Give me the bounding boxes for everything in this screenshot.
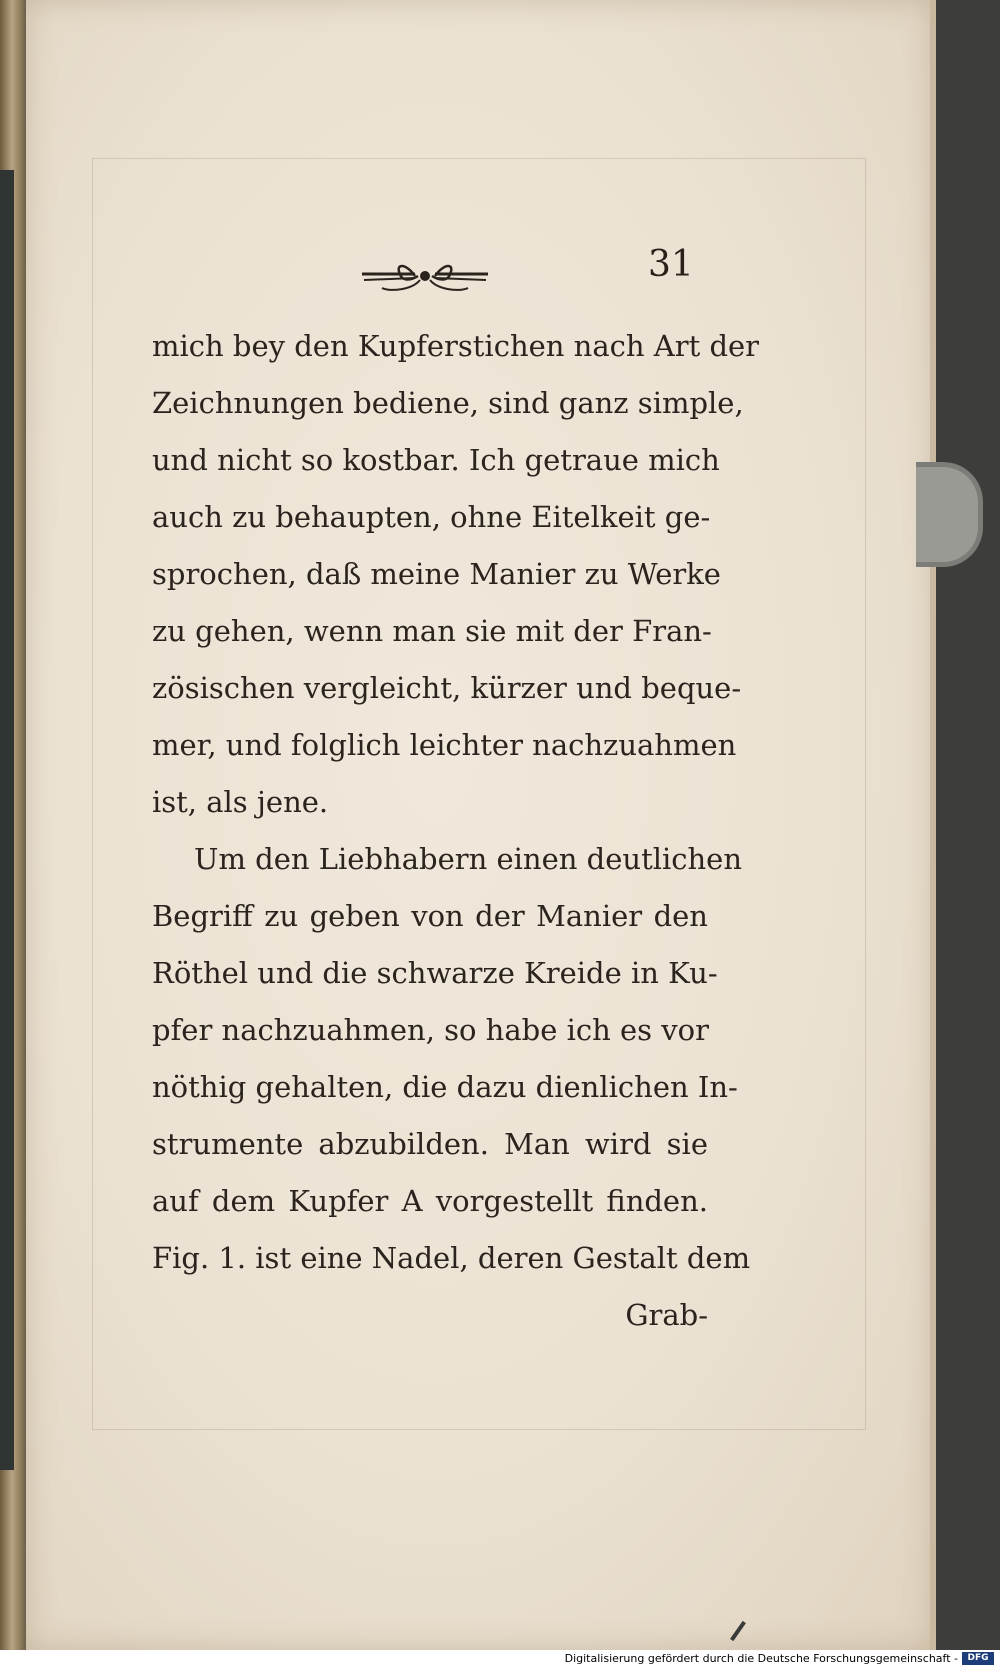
- text-line-paragraph-end: ist, als jene.: [152, 785, 329, 819]
- text-line: mich bey den Kupferstichen nach Art der: [152, 329, 760, 363]
- background-right: [936, 0, 1000, 1650]
- footer-credit: Digitalisierung gefördert durch die Deutsche Forschungsgemeinschaft -: [564, 1652, 958, 1665]
- text-line: auch zu behaupten, ohne Eitelkeit ge-: [152, 500, 711, 534]
- catchword: Grab-: [625, 1298, 708, 1332]
- text-line: Zeichnungen bediene, sind ganz simple,: [152, 386, 744, 420]
- ribbon-bow-ornament-icon: [360, 254, 490, 298]
- book-clasp-icon: [916, 462, 983, 567]
- digitization-footer: [0, 1650, 1000, 1668]
- page-number: 31: [648, 244, 694, 285]
- text-line: zu gehen, wenn man sie mit der Fran-: [152, 614, 712, 648]
- text-line: Begriff zu geben von der Manier den: [152, 899, 708, 933]
- text-line: mer, und folglich leichter nachzuahmen: [152, 728, 737, 762]
- body-text: [152, 318, 760, 1344]
- text-line: sprochen, daß meine Manier zu Werke: [152, 557, 721, 591]
- text-line: pfer nachzuahmen, so habe ich es vor: [152, 1013, 709, 1047]
- text-line: strumente abzubilden. Man wird sie: [152, 1127, 708, 1161]
- text-line-paragraph-start: Um den Liebhabern einen deutlichen: [194, 842, 743, 876]
- text-line: Fig. 1. ist eine Nadel, deren Gestalt dem: [152, 1241, 751, 1275]
- text-line: Röthel und die schwarze Kreide in Ku-: [152, 956, 718, 990]
- text-line: zösischen vergleicht, kürzer und beque-: [152, 671, 742, 705]
- binding-shadow: [0, 170, 14, 1470]
- text-line: auf dem Kupfer A vorgestellt finden.: [152, 1184, 708, 1218]
- text-line: nöthig gehalten, die dazu dienlichen In-: [152, 1070, 738, 1104]
- text-line: und nicht so kostbar. Ich getraue mich: [152, 443, 720, 477]
- dfg-logo: DFG: [962, 1652, 994, 1665]
